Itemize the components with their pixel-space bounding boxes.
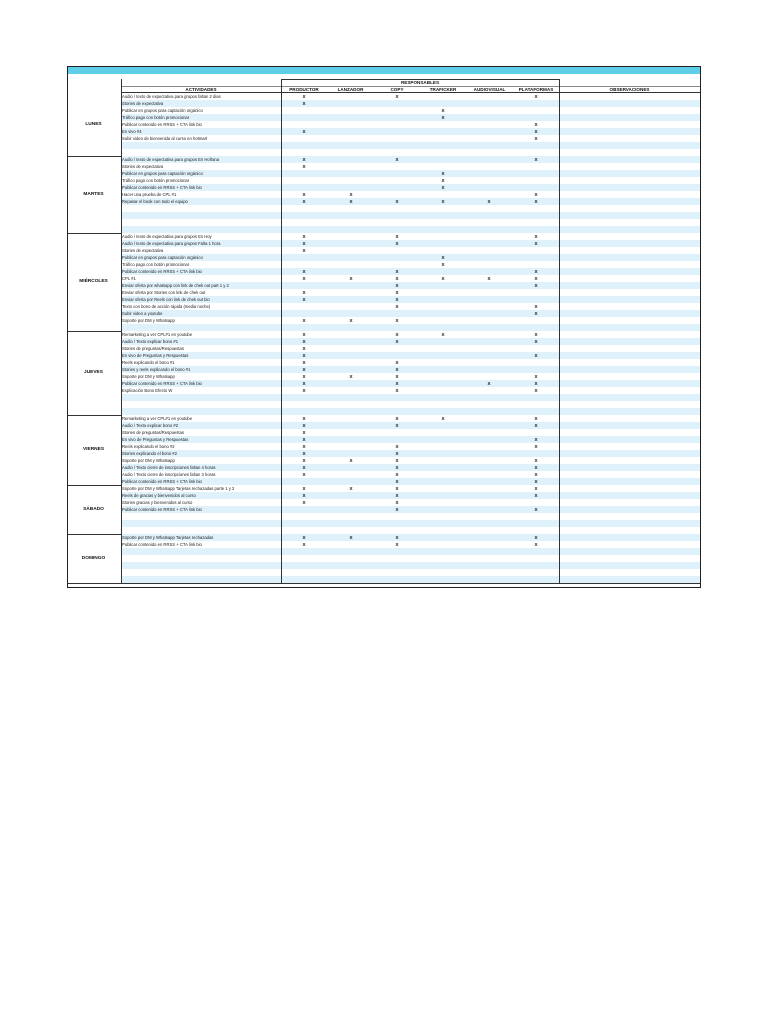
activity-cell: Tráfico pago con botón promocionar [122,115,190,120]
responsible-mark: X [302,493,306,498]
activity-cell: Audio / texto de expectativa para grupos Es Hoy [122,234,212,239]
activity-cell: Stories y reels explicando el bono #1 [122,367,191,372]
day-separator [68,583,700,584]
table-row [121,401,700,408]
responsible-mark: X [534,339,538,344]
responsible-mark: X [534,241,538,246]
responsible-mark: X [534,374,538,379]
responsible-mark: X [534,234,538,239]
responsible-mark: X [302,500,306,505]
responsible-mark: X [395,241,399,246]
responsible-mark: X [395,283,399,288]
responsible-mark: X [395,500,399,505]
activity-cell: Soporte por DM y Whatsapp Tarjetas rechazadas parte 1 y 2 [122,486,235,491]
activity-cell: Publicar contenido en RRSS + CTA link bio [122,381,202,386]
responsible-mark: X [534,304,538,309]
responsible-mark: X [534,458,538,463]
responsible-mark: X [349,318,353,323]
activity-cell: Publicar contenido en RRSS + CTA link bio [122,479,202,484]
responsible-mark: X [534,507,538,512]
table-row [121,149,700,156]
responsible-mark: X [302,269,306,274]
responsible-mark: X [302,381,306,386]
activity-cell: Stories de preguntas/Respuestas [122,430,184,435]
responsible-mark: X [487,199,491,204]
activity-cell: Hacer una prueba de CPL #1 [122,192,177,197]
responsible-mark: X [395,423,399,428]
activity-cell: Publicar contenido en RRSS + CTA link bio [122,507,202,512]
responsible-mark: X [302,164,306,169]
column-divider [281,79,282,583]
responsible-mark: X [302,353,306,358]
responsible-mark: X [302,444,306,449]
activity-cell: Audio / Texto explicar bono #1 [122,339,179,344]
responsible-mark: X [534,122,538,127]
responsible-mark: X [534,94,538,99]
responsible-mark: X [395,542,399,547]
responsible-mark: X [302,332,306,337]
table-row [121,513,700,520]
responsible-mark: X [302,360,306,365]
responsible-mark: X [534,129,538,134]
role-header-trafficker: TRAFICKER [429,87,457,92]
day-label: MARTES [83,191,104,197]
responsible-mark: X [395,318,399,323]
table-row [121,324,700,331]
table-row [121,562,700,569]
responsible-mark: X [534,269,538,274]
responsible-mark: X [395,458,399,463]
activity-cell: Stories de expectativa [122,164,164,169]
responsible-mark: X [534,444,538,449]
activity-cell: Stories gracias y bienvenidos al curso [122,500,193,505]
role-header-productor: PRODUCTOR [289,87,319,92]
responsible-mark: X [441,416,445,421]
responsible-mark: X [534,423,538,428]
activity-cell: Stories explicando el bono #2 [122,451,177,456]
responsible-mark: X [534,479,538,484]
responsible-mark: X [302,192,306,197]
activity-cell: Stories de preguntas/Respuestas [122,346,184,351]
responsible-mark: X [395,465,399,470]
day-label: SÁBADO [83,506,104,512]
responsible-mark: X [302,388,306,393]
responsible-mark: X [395,535,399,540]
activity-cell: Soporte por DM y Whatsapp Tarjetas rechazadas [122,535,214,540]
responsible-mark: X [349,192,353,197]
responsible-mark: X [534,542,538,547]
responsible-mark: X [534,136,538,141]
activity-cell: Enviar oferta por Reels con link de chek out bio [122,297,210,302]
activity-cell: Reels explicando el bono #2 [122,444,175,449]
responsible-mark: X [395,199,399,204]
activity-cell: Tráfico pago con botón promocionar [122,262,190,267]
column-divider [121,93,122,583]
activity-cell: Audio / texto de expectativa para grupos En Hoñana [122,157,220,162]
responsible-mark: X [395,381,399,386]
responsible-mark: X [349,374,353,379]
responsible-mark: X [487,381,491,386]
responsible-mark: X [441,171,445,176]
responsible-mark: X [441,108,445,113]
responsible-mark: X [302,458,306,463]
responsible-mark: X [534,353,538,358]
activity-cell: Tráfico pago con botón promocionar [122,178,190,183]
responsible-mark: X [441,115,445,120]
responsible-mark: X [302,542,306,547]
responsible-mark: X [395,507,399,512]
table-row [121,394,700,401]
responsible-mark: X [349,535,353,540]
responsible-mark: X [302,346,306,351]
activity-cell: Explicación Bono Efecto W [122,388,173,393]
table-row [121,576,700,583]
activity-cell: Soporte por DM y Whatsapp [122,458,175,463]
responsible-mark: X [302,241,306,246]
responsible-mark: X [534,493,538,498]
observations-header: OBSERVACIONES [609,87,650,92]
activity-cell: Stories de expectativa [122,101,164,106]
table-row [121,219,700,226]
activity-cell: Subir video de bienvenida al curso en hotmart [122,136,208,141]
responsible-mark: X [534,332,538,337]
responsible-mark: X [441,178,445,183]
day-label: MIÉRCOLES [79,279,108,284]
responsible-mark: X [302,437,306,442]
table-row [121,142,700,149]
activity-cell: Publicar contenido en RRSS + CTA link bio [122,542,202,547]
activity-cell: En vivo de Preguntas y Respuestas [122,353,189,358]
table-row [121,548,700,555]
planning-sheet [67,66,701,588]
responsible-mark: X [534,465,538,470]
responsible-mark: X [349,458,353,463]
responsible-mark: X [302,101,306,106]
column-divider [559,79,560,583]
responsible-mark: X [302,472,306,477]
activity-cell: Remarketing a ver CPL#1 en youtube [122,332,193,337]
activity-cell: En vivo de Preguntas y Respuestas [122,437,189,442]
activity-cell: Remarketing a ver CPL#1 en youtube [122,416,193,421]
activity-cell: Texto con bono de acción rápida (media noche) [122,304,211,309]
responsible-mark: X [395,416,399,421]
responsible-mark: X [534,535,538,540]
responsible-mark: X [302,367,306,372]
role-header-plataformas: PLATAFORMAS [518,87,554,92]
activity-cell: Enviar oferta por whatsapp con link de chek out part 1 y 2 [122,283,229,288]
responsible-mark: X [302,248,306,253]
responsible-mark: X [395,276,399,281]
responsible-mark: X [395,339,399,344]
responsible-mark: X [441,332,445,337]
table-row [121,555,700,562]
responsible-mark: X [534,472,538,477]
responsible-mark: X [302,486,306,491]
responsible-mark: X [349,486,353,491]
responsible-mark: X [534,276,538,281]
responsible-mark: X [302,199,306,204]
responsible-mark: X [395,157,399,162]
activities-header: ACTIVIDADES [185,87,217,92]
responsible-mark: X [302,451,306,456]
table-row [121,520,700,527]
responsible-mark: X [395,493,399,498]
table-row [121,226,700,233]
role-header-audiovisual: AUDIOVISUAL [473,87,506,92]
responsible-mark: X [302,234,306,239]
responsible-mark: X [487,276,491,281]
responsible-mark: X [395,479,399,484]
activity-cell: Publicar en grupos para captación orgánico [122,171,203,176]
responsible-mark: X [302,339,306,344]
responsible-mark: X [395,297,399,302]
responsible-mark: X [441,262,445,267]
responsible-mark: X [441,276,445,281]
activity-cell: Publicar contenido en RRSS + CTA link bio [122,122,202,127]
responsible-mark: X [534,381,538,386]
role-header-copy: COPY [390,87,404,92]
responsible-mark: X [395,472,399,477]
table-row [121,205,700,212]
responsible-mark: X [534,486,538,491]
day-label: DOMINGO [81,555,106,561]
responsible-mark: X [395,269,399,274]
schedule-grid [68,67,700,587]
responsible-mark: X [534,416,538,421]
responsible-mark: X [441,255,445,260]
responsible-mark: X [534,437,538,442]
responsible-mark: X [395,290,399,295]
responsible-mark: X [302,297,306,302]
table-row [121,569,700,576]
responsible-mark: X [395,367,399,372]
responsible-mark: X [302,423,306,428]
responsible-mark: X [395,388,399,393]
activity-cell: Subir video a youtube [122,311,163,316]
day-label: JUEVES [84,370,103,375]
responsible-mark: X [395,374,399,379]
responsible-mark: X [395,304,399,309]
activity-cell: Soporte por DM y Whatsapp [122,374,175,379]
responsible-mark: X [302,129,306,134]
responsible-mark: X [395,444,399,449]
responsible-mark: X [395,451,399,456]
responsible-mark: X [534,311,538,316]
activity-cell: Audio / Texto explicar bono #2 [122,423,179,428]
responsible-mark: X [395,234,399,239]
responsible-mark: X [534,192,538,197]
responsible-mark: X [302,157,306,162]
responsible-mark: X [395,486,399,491]
activity-cell: Stories de expectativa [122,248,164,253]
activity-cell: En vivo #4 [122,129,142,134]
responsible-mark: X [395,332,399,337]
activity-cell: Publicar contenido en RRSS + CTA link bio [122,269,202,274]
responsables-header: RESPONSABLES [400,80,440,85]
responsible-mark: X [534,157,538,162]
responsible-mark: X [302,276,306,281]
activity-cell: Publicar contenido en RRSS + CTA link bio [122,185,202,190]
responsible-mark: X [534,283,538,288]
activity-cell: Audio / Texto cierre de inscripciones faltan 4 horas [122,465,216,470]
responsible-mark: X [302,416,306,421]
responsible-mark: X [302,465,306,470]
activity-cell: Enviar oferta por Stories con link de chek out [122,290,206,295]
responsible-mark: X [302,535,306,540]
activity-cell: Repasar el book con todo el equipo [122,199,188,204]
activity-cell: CPL #1 [122,276,136,281]
activity-cell: Publicar en grupos para captación orgánico [122,108,203,113]
role-header-lanzador: LANZADOR [337,87,364,92]
activity-cell: Audio / texto de expectativa para grupos faltan 2 dias [122,94,221,99]
responsible-mark: X [302,290,306,295]
table-row [121,408,700,415]
responsible-mark: X [302,94,306,99]
activity-cell: Publicar en grupos para captación orgánico [122,255,203,260]
responsible-mark: X [302,374,306,379]
responsible-mark: X [441,199,445,204]
activity-cell: Soporte por DM y Whatsapp [122,318,175,323]
activity-cell: Audio / Texto cierre de inscripciones faltan 3 horas [122,472,216,477]
activity-cell: Reels explicando el bono #1 [122,360,175,365]
responsible-mark: X [441,185,445,190]
responsible-mark: X [349,199,353,204]
responsible-mark: X [534,388,538,393]
responsible-mark: X [395,94,399,99]
activity-cell: Reels de gracias y bienvenidos al curso [122,493,196,498]
table-row [121,212,700,219]
responsible-mark: X [302,430,306,435]
responsible-mark: X [395,360,399,365]
responsible-mark: X [302,318,306,323]
day-label: VIERNES [82,447,105,452]
responsible-mark: X [349,276,353,281]
activity-cell: Audio / texto de expectativa para grupos Falta 1 hora [122,241,221,246]
responsible-mark: X [534,199,538,204]
day-label: LUNES [85,121,102,127]
table-row [121,527,700,534]
